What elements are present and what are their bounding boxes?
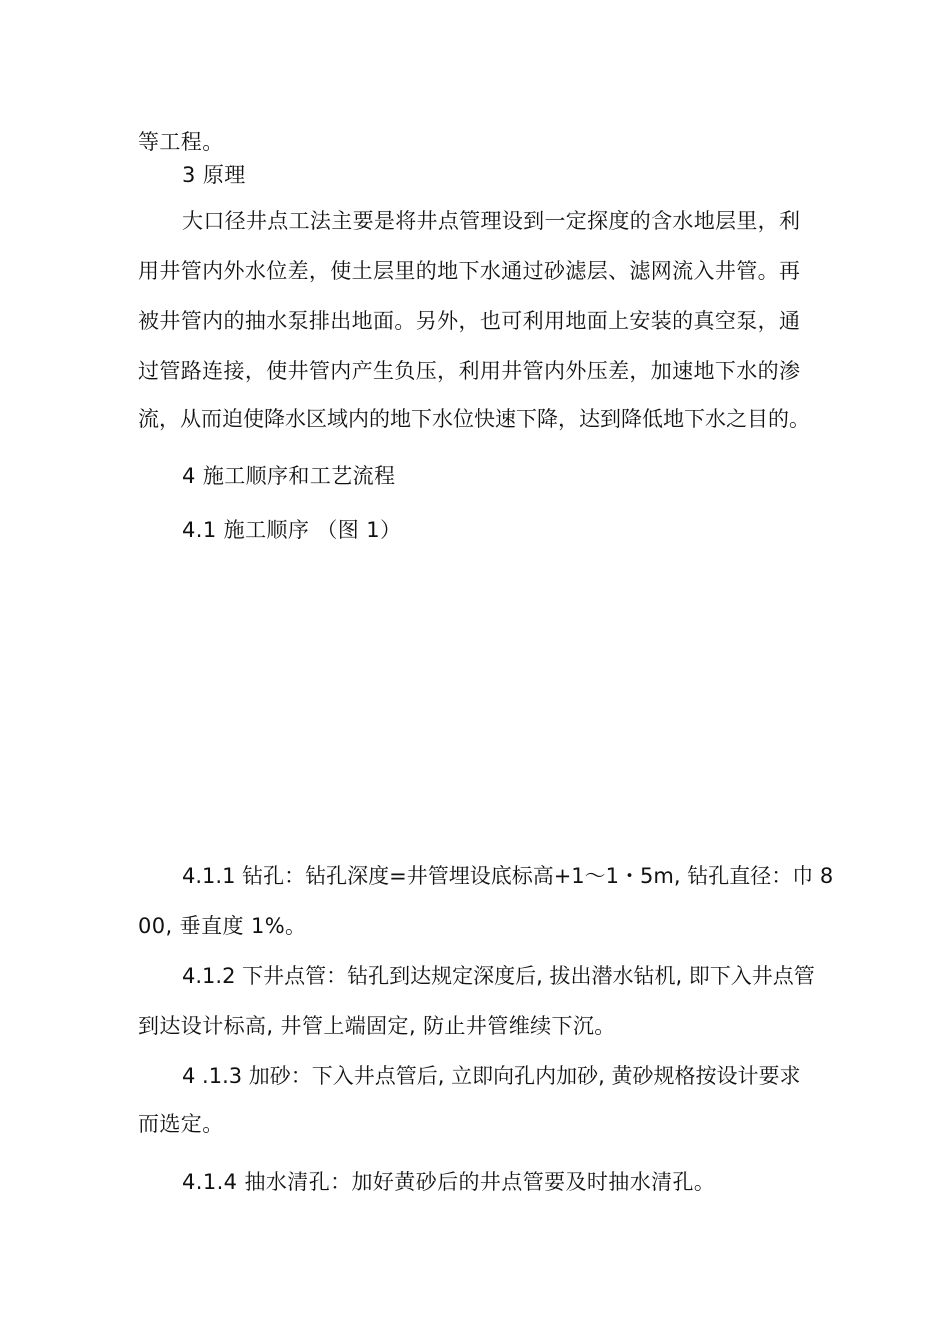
paragraph-line: 大口径井点工法主要是将井点管理设到一定探度的含水地层里，利 bbox=[182, 209, 800, 233]
section-heading-principle: 3 原理 bbox=[182, 163, 246, 187]
paragraph-line: 4.1.4 抽水清孔：加好黄砂后的井点管要及时抽水清孔。 bbox=[182, 1170, 716, 1194]
paragraph-line: 被井管内的抽水泵排出地面。另外，也可利用地面上安装的真空泵，通 bbox=[138, 309, 800, 333]
paragraph-line: 过管路连接，使井管内产生负压，利用井管内外压差，加速地下水的渗 bbox=[138, 359, 800, 383]
section-heading-construction-sequence: 4 施工顺序和工艺流程 bbox=[182, 464, 396, 488]
paragraph-line: 流，从而迫使降水区域内的地下水位快速下降，达到降低地下水之目的。 bbox=[138, 407, 810, 431]
paragraph-line: 4.1.2 下井点管：钻孔到达规定深度后, 拔出潜水钻机, 即下入井点管 bbox=[182, 964, 815, 988]
paragraph-line: 4 .1.3 加砂：下入井点管后, 立即向孔内加砂, 黄砂规格按设计要求 bbox=[182, 1064, 801, 1088]
paragraph-line: 用井管内外水位差，使土层里的地下水通过砂滤层、滤网流入井管。再 bbox=[138, 259, 800, 283]
paragraph-line: 00, 垂直度 1%。 bbox=[138, 914, 307, 938]
paragraph-line: 到达设计标高, 井管上端固定, 防止井管维续下沉。 bbox=[138, 1014, 616, 1038]
text-line-continuation: 等工程。 bbox=[138, 130, 224, 154]
subsection-heading-sequence: 4.1 施工顺序 （图 1） bbox=[182, 518, 402, 542]
paragraph-line: 4.1.1 钻孔：钻孔深度=井管埋设底标高+1～1・5m, 钻孔直径：巾 8 bbox=[182, 864, 834, 888]
paragraph-line: 而选定。 bbox=[138, 1112, 224, 1136]
